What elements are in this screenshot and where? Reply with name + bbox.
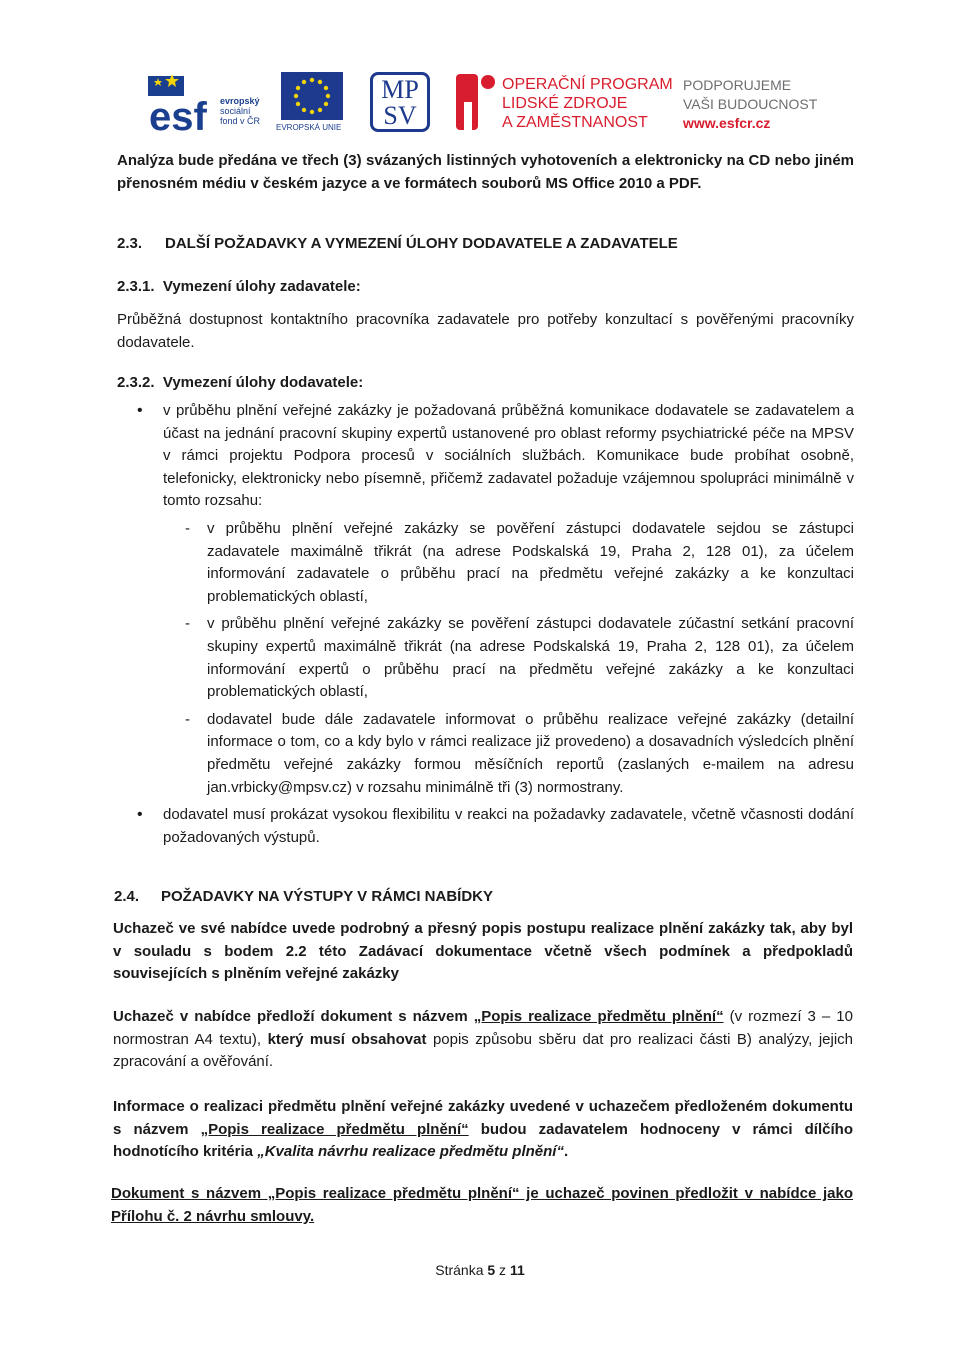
para3-part-e: . bbox=[563, 1143, 569, 1161]
op-line-2: LIDSKÉ ZDROJE bbox=[502, 95, 628, 112]
esf-logo bbox=[146, 72, 218, 132]
section-number-2-3: 2.3. bbox=[117, 235, 143, 252]
mpsv-bottom: SV bbox=[383, 101, 417, 130]
op-line-3: A ZAMĚSTNANOST bbox=[502, 114, 648, 131]
op-person-icon bbox=[452, 72, 496, 132]
esf-line-2: sociální bbox=[220, 106, 251, 116]
section-2-4-para-1: Uchazeč ve své nabídce uvede podrobný a přesný popis postupu realizace plnění zakázky tak, aby byl v souladu s bodem 2.2 této Zadávací dokumentace včetně všech podmínek a předpokladů souvisejících s plněním veřejné zakázky bbox=[113, 920, 853, 983]
footer-prefix: Stránka bbox=[435, 1262, 488, 1278]
section-2-4-para-3 bbox=[113, 1096, 853, 1164]
support-line-2: VAŠI BUDOUCNOST bbox=[683, 96, 818, 112]
web-link[interactable]: www.esfcr.cz bbox=[683, 115, 771, 131]
section-2-4-para-2 bbox=[113, 1006, 853, 1074]
para3-part-c: budou zadavatelem hodnoceny v rámci dílčího hodnotícího kritéria bbox=[113, 1120, 853, 1161]
subsection-heading-2-3-2: 2.3.2. Vymezení úlohy dodavatele: bbox=[117, 374, 364, 391]
eu-flag-icon bbox=[276, 72, 346, 122]
op-line-1: OPERAČNÍ PROGRAM bbox=[502, 76, 673, 93]
subsection-text-2-3-1: Průběžná dostupnost kontaktního pracovníka zadavatele pro potřeby konzultací s pověřenými pracovníky dodavatele. bbox=[117, 311, 854, 351]
bullet-item-flexibility: • dodavatel musí prokázat vysokou flexibilitu v reakci na požadavky zadavatele, včetně včasnosti dodání požadovaných výstupů. bbox=[117, 804, 854, 849]
section-title-2-4: POŽADAVKY NA VÝSTUPY V RÁMCI NABÍDKY bbox=[161, 888, 493, 905]
section-number-2-4: 2.4. bbox=[114, 888, 140, 905]
eu-label: EVROPSKÁ UNIE bbox=[276, 123, 342, 132]
para2-part-c: (v rozmezí 3 – 10 normostran A4 textu), bbox=[113, 1008, 853, 1048]
footer-total: 11 bbox=[509, 1262, 525, 1278]
dash-item: - v průběhu plnění veřejné zakázky se pověření zástupci dodavatele sejdou se zástupci zadavatele maximálně třikrát (na adrese Podskalská 19, Praha 2, 128 01), za účelem informování zadavatele o průběhu prací na předmětu veřejné zakázky a ke konzultaci problematických oblastí, bbox=[163, 518, 854, 608]
support-text bbox=[683, 76, 817, 133]
esf-text bbox=[220, 96, 260, 126]
page-footer bbox=[0, 1262, 960, 1278]
para2-part-d: který musí obsahovat bbox=[267, 1030, 427, 1048]
dash-item: - v průběhu plnění veřejné zakázky se pověření zástupci dodavatele zúčastní setkání pracovní skupiny expertů maximálně třikrát (na adrese Podskalská 19, Praha 2, 128 01), za účelem informování expertů o průběhu prací na předmětu veřejné zakázky a ke konzultaci problematických oblastí, bbox=[163, 613, 854, 703]
mpsv-top: MP bbox=[381, 75, 419, 104]
bullet-text-communication: v průběhu plnění veřejné zakázky je požadovaná průběžná komunikace dodavatele se zadavatelem a účast na jednání pracovní skupiny expertů ustanovené pro oblast reformy psychiatrické péče na MPSV v rámci projektu Podpora procesů v sociálních službách. Komunikace bude probíhat osobně, telefonicky, elektronicky nebo písemně, přičemž zadavatel požaduje vzájemnou spolupráci minimálně v tomto rozsahu: bbox=[163, 402, 854, 510]
esf-line-3: fond v ČR bbox=[220, 116, 261, 126]
para2-part-a: Uchazeč v nabídce předloží dokument s názvem bbox=[113, 1008, 474, 1025]
para3-document-name: „Popis realizace předmětu plnění“ bbox=[200, 1120, 469, 1138]
dash-item: - dodavatel bude dále zadavatele informovat o průběhu realizace veřejné zakázky (detailní informace o tom, co a kdy bylo v rámci realizace již provedeno) a dosavadních výsledcích plnění předmětu veřejné zakázky formou měsíčních reportů (zaslaných e-mailem na adresu jan.vrbicky@mpsv.cz) v rozsahu minimálně tři (3) normostrany. bbox=[163, 709, 854, 799]
dodavatel-bullet-list bbox=[117, 400, 854, 849]
eu-flag bbox=[276, 72, 346, 134]
dash-list bbox=[163, 518, 854, 799]
op-text bbox=[502, 75, 673, 132]
section-title-2-3: DALŠÍ POŽADAVKY A VYMEZENÍ ÚLOHY DODAVATELE A ZADAVATELE bbox=[165, 235, 678, 252]
document-name-link: „Popis realizace předmětu plnění“ bbox=[473, 1008, 724, 1025]
op-logo bbox=[452, 72, 496, 132]
intro-paragraph: Analýza bude předána ve třech (3) svázaných listinných vyhotoveních a elektronicky na CD nebo jiném přenosném médiu v českém jazyce a ve formátech souborů MS Office 2010 a PDF. bbox=[117, 152, 854, 192]
mpsv-logo bbox=[370, 72, 430, 132]
subsection-heading-2-3-1: 2.3.1. Vymezení úlohy zadavatele: bbox=[117, 278, 361, 295]
para3-part-a: Informace o realizaci předmětu plnění veřejné zakázky uvedené v uchazečem předloženém dokumentu s názvem bbox=[113, 1098, 853, 1138]
esf-mark-icon bbox=[146, 72, 218, 132]
svg-text:esf: esf bbox=[149, 95, 207, 132]
para3-criterion: „Kvalita návrhu realizace předmětu plnění“ bbox=[257, 1143, 564, 1161]
bullet-item-communication bbox=[117, 400, 854, 799]
section-2-4-para-4: Dokument s názvem „Popis realizace předmětu plnění“ je uchazeč povinen předložit v nabídce jako Přílohu č. 2 návrhu smlouvy. bbox=[111, 1185, 853, 1225]
header-logos bbox=[146, 70, 836, 136]
para2-part-e: popis způsobu sběru dat pro realizaci části B) analýzy, jejich zpracování a ověřování. bbox=[113, 1030, 854, 1071]
esf-line-1: evropský bbox=[220, 96, 260, 106]
footer-mid: z bbox=[495, 1262, 510, 1278]
support-line-1: PODPORUJEME bbox=[683, 77, 792, 93]
footer-page: 5 bbox=[487, 1262, 496, 1278]
